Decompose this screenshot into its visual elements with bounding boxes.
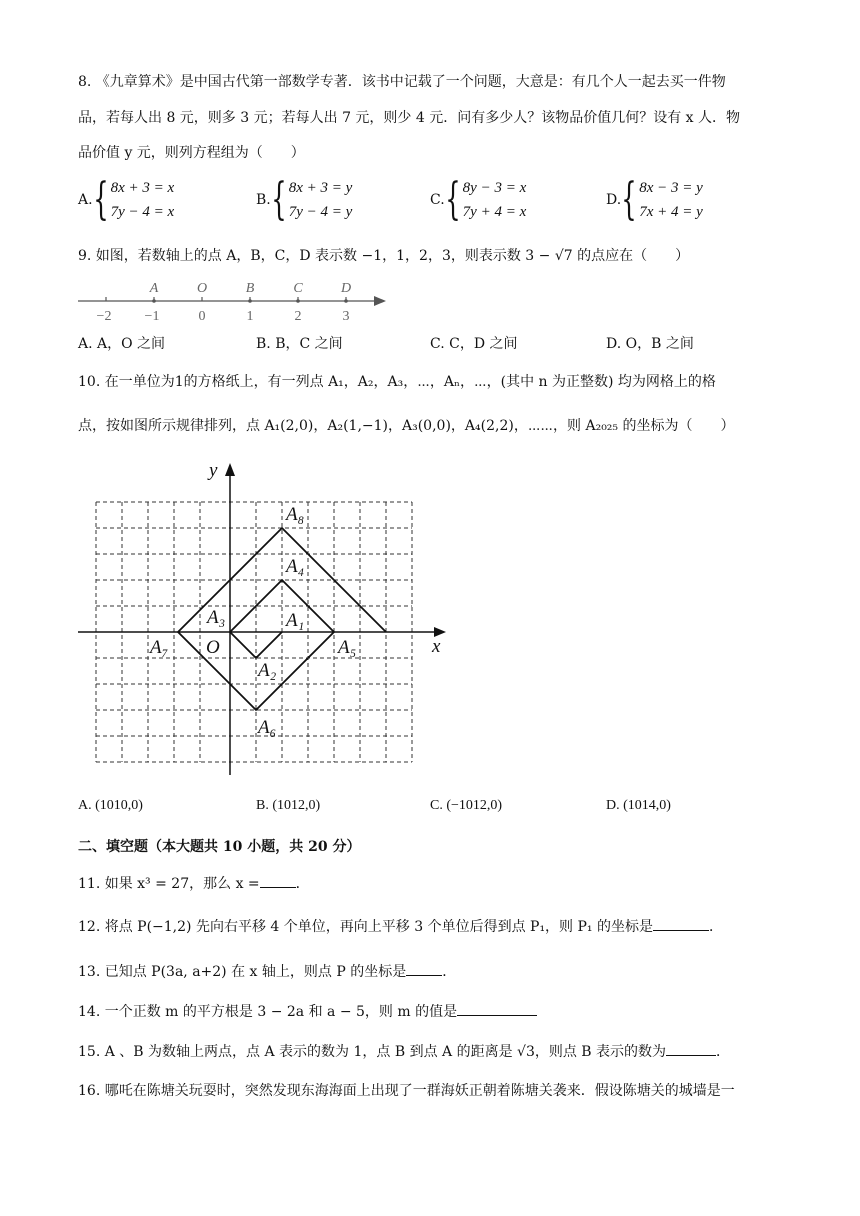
equation: 7y + 4 = x — [462, 204, 527, 220]
equation: 8y − 3 = x — [462, 180, 527, 196]
number-line-figure — [74, 276, 394, 324]
q12-stem: 12. 将点 P(−1,2) 先向右平移 4 个单位，再向上平移 3 个单位后得到点 P₁，则 P₁ 的坐标是 — [78, 919, 653, 935]
point-label-a2: A₂ — [258, 660, 277, 681]
brace-icon: { — [271, 174, 287, 225]
point-label: C — [293, 281, 303, 296]
q8-option-a — [78, 176, 174, 224]
answer-blank — [666, 1041, 716, 1056]
q15-text: 15. A 、B 为数轴上两点，点 A 表示的数为 1，点 B 到点 A 的距离是 √3，则点 B 表示的数为 ． — [78, 1041, 730, 1062]
section-heading: 二、填空题（本大题共 10 小题，共 20 分） — [78, 839, 361, 855]
q14-text — [78, 1001, 537, 1022]
q8-option-d — [606, 176, 703, 224]
arrow-icon — [225, 463, 235, 476]
point-label-a4: A₄ — [286, 556, 305, 577]
q12-text: 12. 将点 P(−1,2) 先向右平移 4 个单位，再向上平移 3 个单位后得到点 P₁，则 P₁ 的坐标是 ． — [78, 916, 723, 937]
tick-label: 1 — [246, 309, 254, 324]
q10-option-c: C. (−1012,0) — [430, 798, 503, 813]
answer-blank — [260, 873, 296, 888]
equation: 8x + 3 = x — [110, 180, 175, 196]
tick-label: 3 — [342, 309, 350, 324]
point-label: A — [149, 281, 159, 296]
tick-label: −2 — [96, 309, 112, 324]
q8-option-c — [430, 176, 526, 224]
q15-stem: 15. A 、B 为数轴上两点，点 A 表示的数为 1，点 B 到点 A 的距离是 √3，则点 B 表示的数为 — [78, 1044, 667, 1060]
tick-label: 2 — [294, 309, 302, 324]
q10-line1: 10. 在一单位为1的方格纸上，有一列点 A₁，A₂，A₃，⋯，Aₙ，⋯，(其中 n 为正整数) 均为网格上的格 — [78, 374, 716, 390]
q9-text: 9. 如图，若数轴上的点 A，B，C，D 表示数 −1，1，2，3，则表示数 3 − √7 的点应在（ ） — [78, 248, 690, 264]
tick-label: 0 — [198, 309, 206, 324]
q8-option-b — [256, 176, 352, 224]
tick-label: −1 — [144, 309, 160, 324]
brace-icon: { — [621, 174, 637, 225]
point-label-a3: A₃ — [207, 607, 226, 628]
point-label-a1: A₁ — [286, 610, 305, 631]
q10-option-a: A. (1010,0) — [78, 798, 143, 813]
answer-blank — [653, 916, 709, 931]
q8-line1: 8. 《九章算术》是中国古代第一部数学专著．该书中记载了一个问题，大意是：有几个人一起去买一件物 — [78, 74, 726, 90]
brace-icon: { — [444, 174, 461, 225]
q10-line2: 点，按如图所示规律排列，点 A₁(2,0)，A₂(1,−1)，A₃(0,0)，A₄(2,2)，⋯⋯，则 A₂₀₂₅ 的坐标为（ ） — [78, 418, 735, 434]
option-label: C. — [430, 192, 445, 208]
equation: 8x + 3 = y — [288, 180, 353, 196]
equation: 7x + 4 = y — [639, 204, 703, 220]
equation: 8x − 3 = y — [639, 180, 703, 196]
q8-line2: 品，若每人出 8 元，则多 3 元；若每人出 7 元，则少 4 元．问有多少人？该物品价值几何？设有 x 人．物 — [78, 110, 741, 126]
q11-text: 11. 如果 x³ = 27，那么 x = ． — [78, 873, 310, 894]
equation: 7y − 4 = x — [110, 204, 175, 220]
point-dot — [248, 299, 252, 303]
arrow-icon — [374, 296, 386, 306]
option-label: D. — [606, 192, 622, 208]
q10-option-b: B. (1012,0) — [256, 798, 321, 813]
q16-text: 16. 哪吒在陈塘关玩耍时，突然发现东海海面上出现了一群海妖正朝着陈塘关袭来．假设陈塘关的城墙是一 — [78, 1083, 735, 1099]
answer-blank — [457, 1001, 537, 1016]
q13-stem: 13. 已知点 P(3a, a+2) 在 x 轴上，则点 P 的坐标是 — [78, 964, 407, 980]
q9-option-b: B. B，C 之间 — [256, 336, 343, 352]
point-label: D — [340, 281, 352, 296]
origin-label: O — [206, 637, 220, 658]
point-label: O — [196, 281, 208, 296]
option-label: B. — [256, 192, 271, 208]
point-label-a8: A₈ — [286, 504, 305, 525]
point-label-a6: A₆ — [258, 717, 277, 738]
option-label: A. — [78, 192, 93, 208]
equation: 7y − 4 = y — [288, 204, 353, 220]
point-label-a5: A₅ — [338, 637, 357, 658]
point-label-a7: A₇ — [150, 637, 169, 658]
q9-option-c: C. C，D 之间 — [430, 336, 518, 352]
point-dot — [152, 299, 156, 303]
x-axis-label: x — [432, 636, 441, 657]
q11-stem: 11. 如果 x³ = 27，那么 x = — [78, 876, 260, 892]
brace-icon: { — [92, 174, 109, 225]
lattice-figure — [60, 455, 460, 775]
q9-option-d: D. O，B 之间 — [606, 336, 694, 352]
point-label: B — [245, 281, 255, 296]
point-dot — [296, 299, 300, 303]
q10-option-d: D. (1014,0) — [606, 798, 671, 813]
q8-line3: 品价值 y 元，则列方程组为（ ） — [78, 145, 305, 161]
q14-stem: 14. 一个正数 m 的平方根是 3 − 2a 和 a − 5，则 m 的值是 — [78, 1004, 458, 1020]
q9-option-a: A. A，O 之间 — [78, 336, 166, 352]
y-axis-label: y — [209, 460, 218, 481]
q13-text: 13. 已知点 P(3a, a+2) 在 x 轴上，则点 P 的坐标是 ． — [78, 961, 456, 982]
answer-blank — [406, 961, 442, 976]
point-dot — [344, 299, 348, 303]
